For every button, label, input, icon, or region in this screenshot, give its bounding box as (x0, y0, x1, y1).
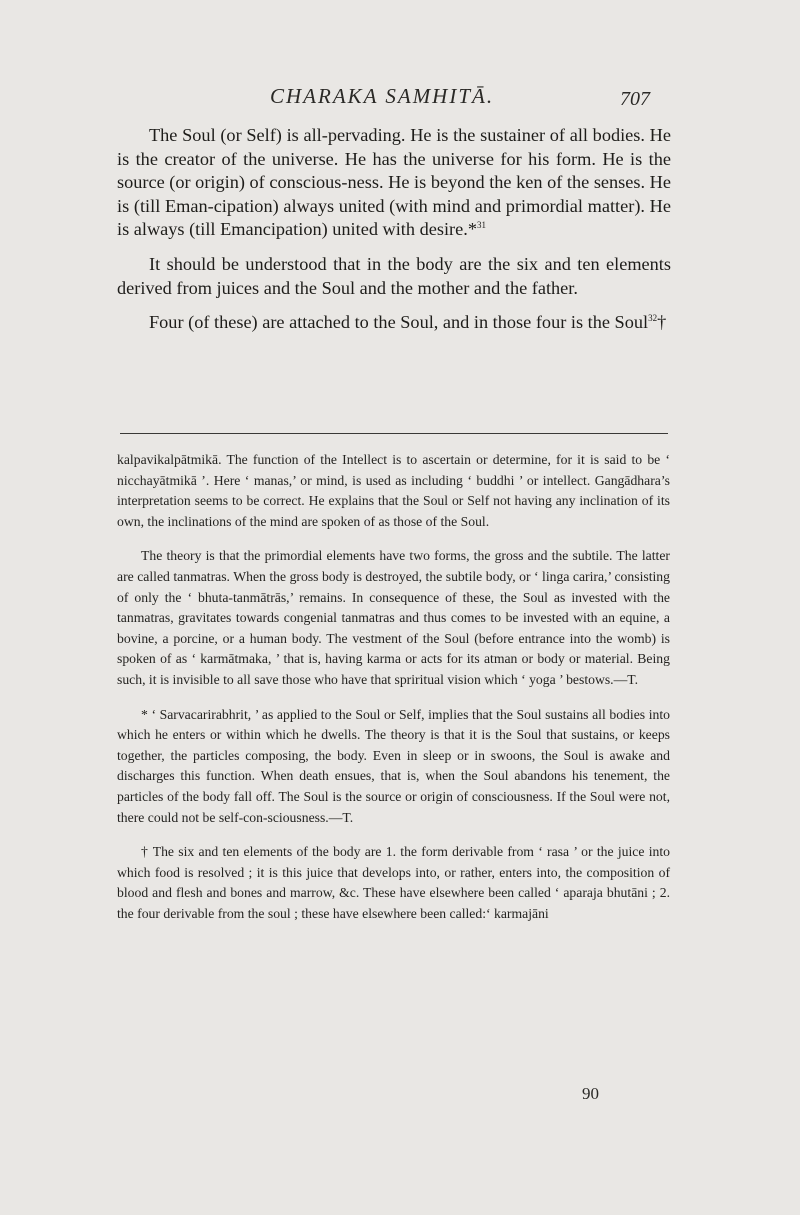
footnote-divider (120, 433, 668, 434)
footnote-paragraph-3: * ‘ Sarvacarirabhrit, ’ as applied to the Soul or Self, implies that the Soul sustains all bodies into which he enters or within which he dwells. The theory is that it is the Soul that sustains, or keeps together, the particles composing, the body. Even in sleep or in swoons, the Soul is awake and discharges this function. When death ensues, that is, when the Soul abandons his tenement, the particles of the body fall off. The Soul is the source or origin of consciousness. If the Soul were not, there could not be self-con-sciousness.—T. (117, 706, 670, 825)
dagger-mark: † (657, 312, 667, 333)
main-paragraph-1-text: The Soul (or Self) is all-pervading. He is the sustainer of all bodies. He is the creator of the universe. He has the universe for his form. He is the source (or origin) of conscious-ness. He is beyond the ken of the senses. He is (till Eman-cipation) always united (with mind and primordial matter). He is always (till Emancipation) united with desire.* (117, 125, 671, 240)
footnote-paragraph-4: † The six and ten elements of the body are 1. the form derivable from ‘ rasa ’ or the juice into which food is resolved ; it is this juice that develops into, or rather, enters into, the composition of blood and flesh and bones and marrow, &c. These have elsewhere been called ‘ aparaja bhutāni ; 2. the four derivable from the soul ; these have elsewhere been called:‘ karmajāni (117, 844, 670, 921)
main-paragraph-3 (117, 311, 671, 335)
footnote-paragraph-2: The theory is that the primordial elements have two forms, the gross and the subtile. The latter are called tanmatras. When the gross body is destroyed, the subtile body, or ‘ linga carira,’ consisting of only the ‘ bhuta-tanmātrās,’ remains. In consequence of these, the Soul as invested with the tanmatras, gravitates towards congenial tanmatras and thus comes to be invested with an equine, a bovine, a porcine, or a human body. The vestment of the Soul (before entrance into the womb) is spoken of as ‘ karmātmaka, ’ that is, having karma or acts for its atman or body or material. Being such, it is invisible to all save those who have that spriritual vision which ‘ yoga ’ bestows.—T. (117, 548, 670, 687)
footnote-ref-31: 31 (476, 220, 486, 231)
running-title: CHARAKA SAMHITĀ. (270, 84, 495, 108)
main-paragraph-1 (117, 124, 671, 242)
main-paragraph-3-text: Four (of these) are attached to the Soul, and in those four is the Soul (149, 312, 649, 333)
footnote-paragraph-1: kalpavikalpātmikā. The function of the Intellect is to ascertain or determine, for it is said to be ‘ nicchayātmikā ’. Here ‘ manas,’ or mind, is used as including ‘ buddhi ’ or intellect. Gangādhara’s interpretation seems to be correct. He explains that the Soul or Self not having any inclination of its own, the inclinations of the mind are spoken of as those of the Soul. (117, 452, 670, 529)
signature-mark: 90 (582, 1084, 599, 1103)
page-number: 707 (620, 88, 650, 110)
footnotes (117, 450, 670, 924)
running-header (0, 84, 800, 114)
footnote-ref-32: 32 (648, 313, 658, 324)
main-text (117, 124, 671, 335)
main-paragraph-2 (117, 253, 671, 300)
main-paragraph-2-text: It should be understood that in the body are the six and ten elements derived from juices and the Soul and the mother and the father. (117, 253, 671, 298)
